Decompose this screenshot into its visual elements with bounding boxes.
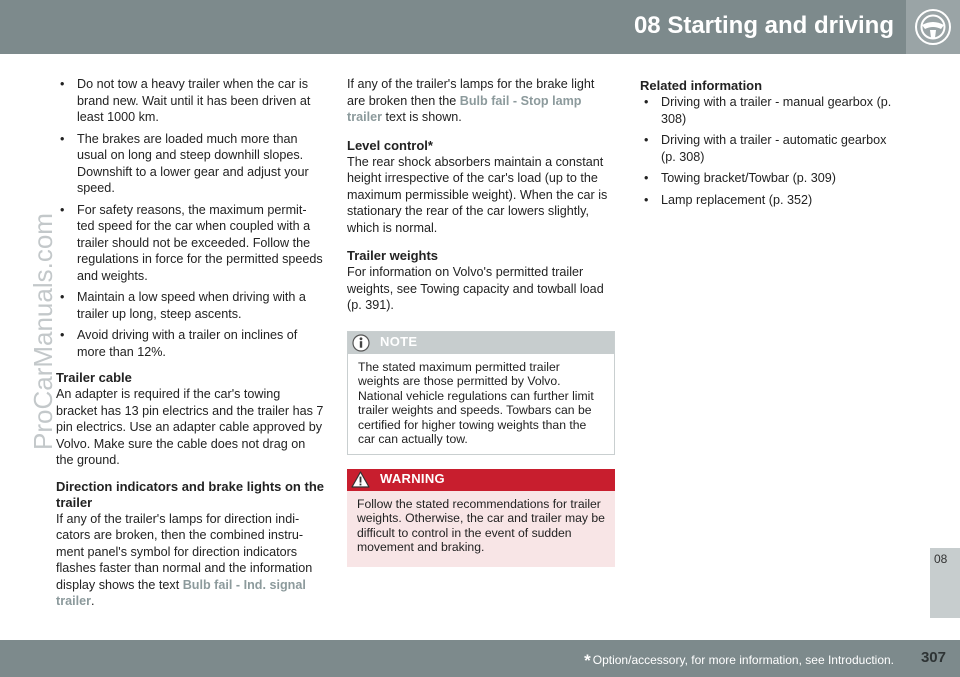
trailer-weights-text: For information on Volvo's permitted trailer weights, see Towing capacity and towball load (p. 391). bbox=[347, 265, 604, 312]
steering-wheel-icon bbox=[906, 0, 960, 54]
chapter-number: 08 bbox=[934, 552, 948, 566]
related-info-heading: Related information bbox=[640, 78, 763, 93]
warning-text: Follow the stated recommendations for trailer weights. Otherwise, the car and trailer may be difficult to control in the event of sudden movement and braking. bbox=[357, 496, 605, 554]
column-3 bbox=[640, 76, 904, 213]
watermark: ProCarManuals.com bbox=[28, 213, 58, 450]
message-highlight: Bulb fail - Ind. signal trailer bbox=[56, 577, 306, 608]
direction-indicators-heading: Direction indicators and brake lights on the trailer bbox=[56, 478, 324, 510]
level-control-text: The rear shock absorbers maintain a constant height irrespective of the car's load (up to the maximum permissible weight). When the car is stationary the rear of the car lowers slightly, which is normal. bbox=[347, 154, 608, 235]
related-link[interactable]: • Lamp replacement (p. 352) bbox=[640, 192, 904, 209]
trailer-cable-heading: Trailer cable bbox=[56, 370, 132, 385]
related-info-list bbox=[640, 94, 904, 208]
related-link[interactable]: • Towing bracket/Towbar (p. 309) bbox=[640, 170, 904, 187]
page-number: 307 bbox=[920, 649, 946, 666]
note-text: The stated maximum permitted trailer weights are those permitted by Volvo. National vehicle regulations can further limit trailer weights and speeds. Towbars can be certified for higher towing weights than the car can actually tow. bbox=[358, 359, 594, 446]
column-2 bbox=[347, 76, 615, 567]
warning-label: WARNING bbox=[380, 471, 445, 487]
list-item: • Do not tow a heavy trailer when the car is brand new. Wait until it has been driven at least 1000 km. bbox=[56, 76, 324, 126]
page-footer bbox=[0, 640, 960, 677]
direction-indicators-text: If any of the trailer's lamps for direction indi-cators are broken, then the combined instru-ment panel's symbol for direction indicators flashes faster than normal and the information display shows the text Bulb fail - Ind. signal trailer. bbox=[56, 511, 313, 608]
list-item: • For safety reasons, the maximum permit-ted speed for the car when coupled with a trailer should not be exceeded. Follow the regulations in force for the permitted speeds and weights. bbox=[56, 202, 324, 285]
related-link[interactable]: • Driving with a trailer - manual gearbox (p. 308) bbox=[640, 94, 904, 127]
message-highlight: Bulb fail - Stop lamp trailer bbox=[347, 93, 582, 124]
list-item: • Avoid driving with a trailer on inclines of more than 12%. bbox=[56, 327, 324, 360]
warning-box bbox=[347, 469, 615, 567]
note-box bbox=[347, 331, 615, 455]
asterisk: * bbox=[584, 651, 591, 670]
related-link[interactable]: • Driving with a trailer - automatic gearbox (p. 308) bbox=[640, 132, 904, 165]
brake-light-text: If any of the trailer's lamps for the brake light are broken then the Bulb fail - Stop lamp trailer text is shown. bbox=[347, 77, 595, 124]
column-1 bbox=[56, 76, 324, 610]
list-item: • The brakes are loaded much more than usual on long and steep downhill slopes. Downshift to a lower gear and adjust your speed. bbox=[56, 131, 324, 197]
list-item: • Maintain a low speed when driving with a trailer up long, steep ascents. bbox=[56, 289, 324, 322]
note-label: NOTE bbox=[380, 334, 418, 350]
warning-triangle-icon bbox=[351, 471, 370, 488]
trailer-weights-heading: Trailer weights bbox=[347, 248, 439, 263]
level-control-heading: Level control* bbox=[347, 137, 433, 153]
info-icon bbox=[352, 334, 370, 352]
trailer-cable-text: An adapter is required if the car's towing bracket has 13 pin electrics and the trailer has 7 pin electrics. Use an adapter cable approved by Volvo. Make sure the cable does not drag on the ground. bbox=[56, 387, 324, 467]
chapter-tab bbox=[930, 548, 960, 618]
footnote: * Option/accessory, for more information, see Introduction. bbox=[584, 651, 894, 670]
towing-tips-list bbox=[56, 76, 324, 360]
chapter-title: 08 Starting and driving bbox=[633, 12, 894, 39]
page-header bbox=[0, 0, 960, 54]
